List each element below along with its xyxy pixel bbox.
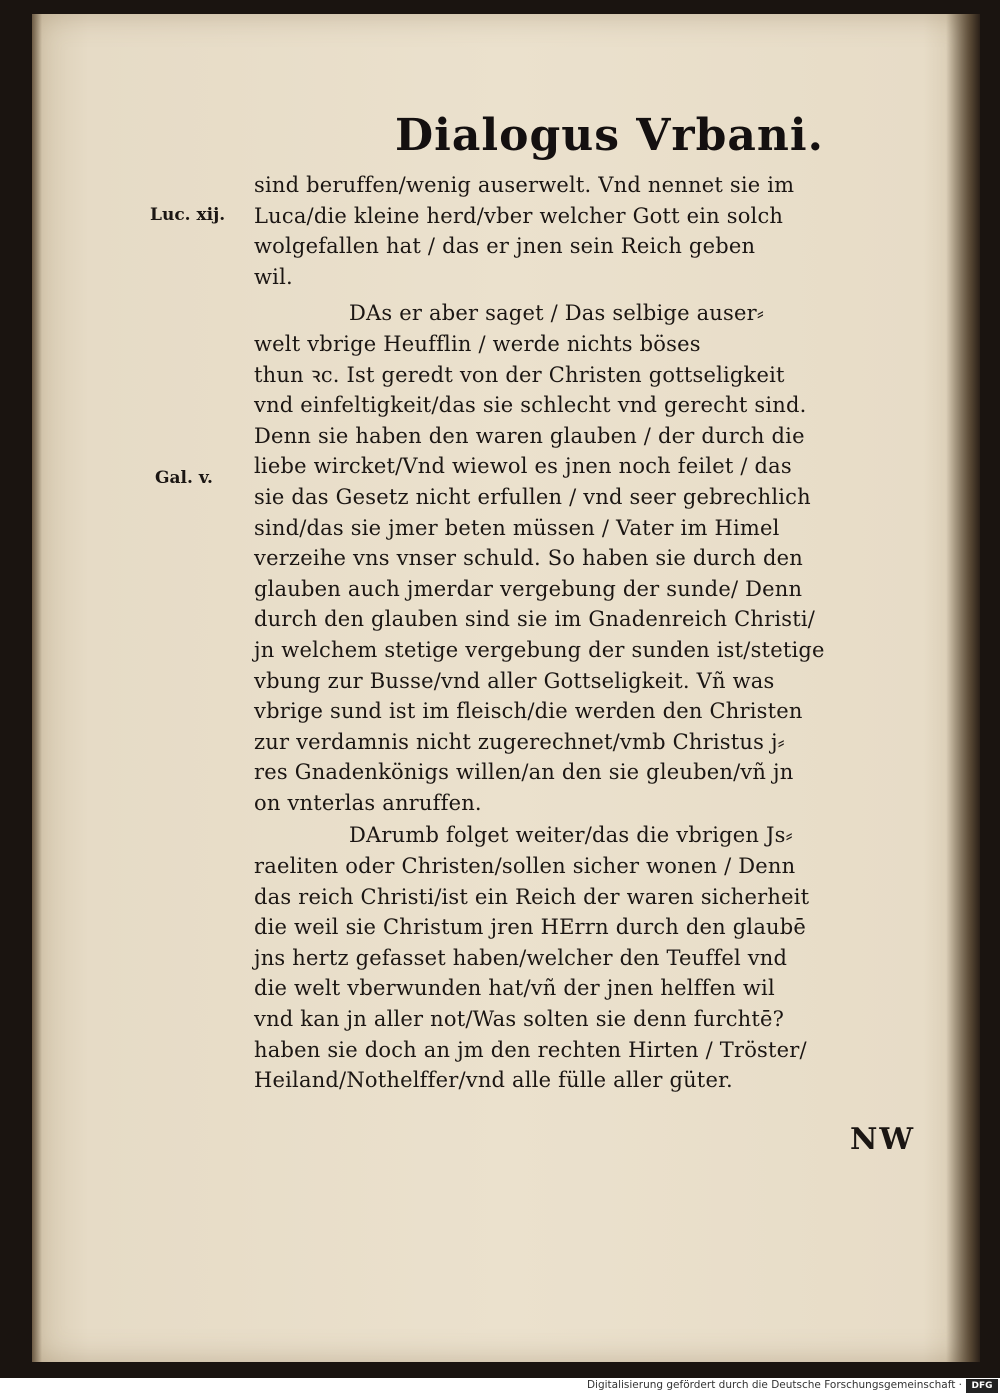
text-line: sind beruffen/wenig auserwelt. Vnd nennet sie im	[254, 173, 795, 197]
text-line: DArumb folget weiter/das die vbrigen Js⸗	[349, 823, 793, 848]
text-line: Denn sie haben den waren glauben / der durch die	[254, 423, 805, 448]
page-left-edge	[32, 14, 42, 1362]
text-line: vbung zur Busse/vnd aller Gottseligkeit. Vñ was	[254, 668, 775, 693]
body-text	[254, 170, 944, 1096]
text-line: jn welchem stetige vergebung der sunden ist/stetige	[254, 637, 825, 662]
text-line: raeliten oder Christen/sollen sicher wonen / Denn	[254, 854, 796, 879]
text-line: wolgefallen hat / das er jnen sein Reich geben	[254, 234, 756, 259]
text-line: vnd kan jn aller not/Was solten sie denn furchtē?	[254, 1007, 785, 1032]
text-line: verzeihe vns vnser schuld. So haben sie durch den	[254, 546, 803, 571]
text-line: durch den glauben sind sie im Gnadenreich Christi/	[254, 607, 816, 632]
text-line: zur verdamnis nicht zugerechnet/vmb Christus j⸗	[254, 729, 785, 754]
text-line: liebe wircket/Vnd wiewol es jnen noch feilet / das	[254, 454, 792, 479]
text-line: Luca/die kleine herd/vber welcher Gott ein solch	[254, 203, 784, 228]
text-line: wil.	[254, 264, 293, 289]
dfg-logo: DFG	[966, 1379, 998, 1393]
text-line: sind/das sie jmer beten müssen / Vater im Himel	[254, 515, 780, 540]
text-line: Heiland/Nothelffer/vnd alle fülle aller güter.	[254, 1068, 733, 1093]
text-line: haben sie doch an jm den rechten Hirten / Tröster/	[254, 1037, 807, 1062]
text-line: res Gnadenkönigs willen/an den sie gleuben/vñ jn	[254, 760, 794, 785]
text-line: thun ꝛc. Ist geredt von der Christen gottseligkeit	[254, 362, 785, 387]
catchword: NW	[850, 1122, 916, 1157]
page-right-edge	[946, 14, 980, 1362]
text-line: jns hertz gefasset haben/welcher den Teuffel vnd	[254, 945, 788, 970]
text-line: vbrige sund ist im fleisch/die werden den Christen	[254, 699, 803, 724]
text-line: die welt vberwunden hat/vñ der jnen helffen wil	[254, 976, 775, 1001]
running-head: Dialogus Vrbani.	[395, 110, 824, 161]
text-line: glauben auch jmerdar vergebung der sunde/ Denn	[254, 576, 803, 601]
text-line: DAs er aber saget / Das selbige auser⸗	[349, 301, 765, 326]
text-line: welt vbrige Heufflin / werde nichts böses	[254, 331, 701, 356]
text-line: das reich Christi/ist ein Reich der waren sicherheit	[254, 884, 810, 909]
marginal-note-galatians: Gal. v.	[155, 468, 213, 488]
text-line: on vnterlas anruffen.	[254, 790, 482, 815]
digitization-footer	[0, 1378, 1000, 1395]
text-line: die weil sie Christum jren HErrn durch den glaubē	[254, 915, 807, 940]
marginal-note-luke: Luc. xij.	[150, 205, 226, 225]
text-line: sie das Gesetz nicht erfullen / vnd seer gebrechlich	[254, 484, 811, 509]
funding-credit: Digitalisierung gefördert durch die Deutsche Forschungsgemeinschaft ·	[586, 1379, 962, 1391]
text-line: vnd einfeltigkeit/das sie schlecht vnd gerecht sind.	[254, 393, 807, 418]
